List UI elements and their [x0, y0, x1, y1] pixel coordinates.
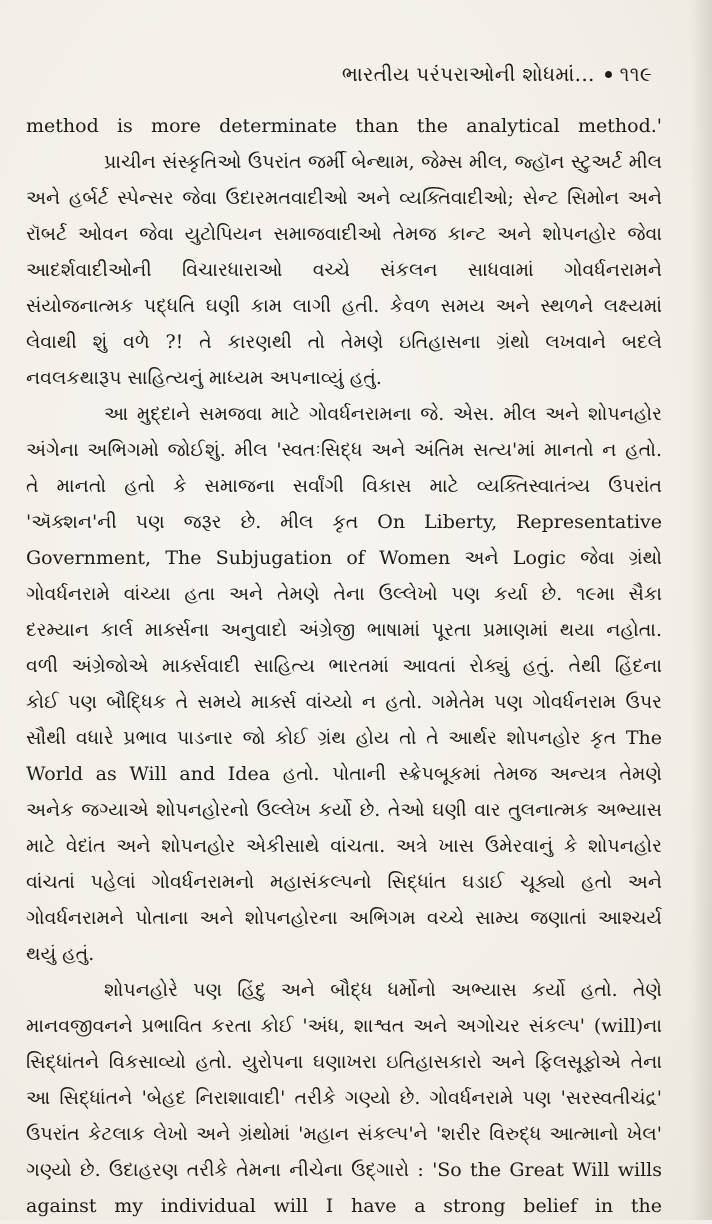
text-line: દરમ્યાન કાર્લ માર્ક્સના અનુવાદો અંગ્રેજી ભાષામાં પૂરતા પ્રમાણમાં થયા નહોતા.: [26, 619, 662, 641]
text-line: ગણ્યો છે. ઉદાહરણ તરીકે તેમના નીચેના ઉદ્ગારો : 'So the Great Will wills: [26, 1159, 662, 1181]
text-line: નવલકથારૂપ સાહિત્યનું માધ્યમ અપનાવ્યું હતું.: [26, 367, 382, 389]
text-line: માનવજીવનને પ્રભાવિત કરતા કોઈ 'અંધ, શાશ્વત અને અગોચર સંકલ્પ' (will)ના: [26, 1015, 662, 1037]
text-line: 'ઍક્શન'ની પણ જરૂર છે. મીલ કૃત On Liberty, Representative: [26, 511, 662, 533]
text-line: તે માનતો હતો કે સમાજના સર્વાંગી વિકાસ માટે વ્યક્તિસ્વાતંત્ર્ય ઉપરાંત: [26, 475, 662, 497]
text-line: રૉબર્ટ ઓવન જેવા યુટોપિયન સમાજવાદીઓ તેમજ કાન્ટ અને શોપનહોર જેવા: [26, 223, 662, 245]
text-line: માટે વેદાંત અને શોપનહોર એકીસાથે વાંચતા. અત્રે ખાસ ઉમેરવાનું કે શોપનહોર: [26, 835, 662, 857]
text-line: અનેક જગ્યાએ શોપનહોરનો ઉલ્લેખ કર્યો છે. તેઓ ઘણી વાર તુલનાત્મક અભ્યાસ: [26, 799, 662, 821]
page-number: ૧૧૯: [619, 62, 652, 86]
text-line: World as Will and Idea હતો. પોતાની સ્ક્રેપબૂકમાં તેમજ અન્યત્ર તેમણે: [26, 763, 662, 785]
text-line: against my individual will I have a strong belief in the: [26, 1195, 662, 1217]
bullet-separator-icon: [605, 71, 612, 78]
text-line: અંગેના અભિગમો જોઈશું. મીલ 'સ્વતઃસિદ્ધ અને અંતિમ સત્ય'માં માનતો ન હતો.: [26, 439, 662, 461]
text-line: આ સિદ્ધાંતને 'બેહદ નિરાશાવાદી' તરીકે ગણ્યો છે. ગોવર્ધનરામે પણ 'સરસ્વતીચંદ્ર': [26, 1087, 662, 1109]
text-line: ગોવર્ધનરામે વાંચ્યા હતા અને તેમણે તેના ઉલ્લેખો પણ કર્યા છે. ૧૯મા સૈકા: [26, 583, 662, 605]
text-line: સૌથી વધારે પ્રભાવ પાડનાર જો કોઈ ગ્રંથ હોય તો તે આર્થર શોપનહોર કૃત The: [26, 727, 662, 749]
text-line: ઉપરાંત કેટલાક લેખો અને ગ્રંથોમાં 'મહાન સંકલ્પ'ને 'શરીર વિરુદ્ધ આત્માનો ખેલ': [26, 1123, 662, 1145]
text-line: લેવાથી શું વળે ?! તે કારણથી તો તેમણે ઇતિહાસના ગ્રંથો લખવાને બદલે: [26, 331, 662, 353]
running-header: [342, 62, 652, 86]
text-line: આ મુદ્દાને સમજવા માટે ગોવર્ધનરામના જે. એસ. મીલ અને શોપનહોર: [104, 403, 662, 425]
text-line: પ્રાચીન સંસ્કૃતિઓ ઉપરાંત જર્મી બેન્થામ, જેમ્સ મીલ, જ્હૉન સ્ટુઅર્ટ મીલ: [104, 151, 662, 173]
text-line: આદર્શવાદીઓની વિચારધારાઓ વચ્ચે સંકલન સાધવામાં ગોવર્ધનરામને: [26, 259, 662, 281]
text-line: સંયોજનાત્મક પદ્ધતિ ઘણી કામ લાગી હતી. કેવળ સમય અને સ્થળને લક્ષ્યમાં: [26, 295, 662, 317]
text-line: સિદ્ધાંતને વિકસાવ્યો હતો. યુરોપના ઘણાખરા ઇતિહાસકારો અને ફિલસૂફોએ તેના: [26, 1051, 662, 1073]
text-line: થયું હતું.: [26, 943, 95, 965]
text-line: ગોવર્ધનરામને પોતાના અને શોપનહોરના અભિગમ વચ્ચે સામ્ય જણાતાં આશ્ચર્ય: [26, 907, 662, 929]
text-line: વળી અંગ્રેજોએ માર્ક્સવાદી સાહિત્ય ભારતમાં આવતાં રોક્યું હતું. તેથી હિંદના: [26, 655, 662, 677]
body-text: [26, 108, 662, 1224]
running-header-title: ભારતીય પરંપરાઓની શોધમાં...: [341, 62, 595, 86]
text-line: શોપનહોરે પણ હિંદુ અને બૌદ્ધ ધર્મોનો અભ્યાસ કર્યો હતો. તેણે: [104, 979, 662, 1001]
text-line: Government, The Subjugation of Women અને Logic જેવા ગ્રંથો: [26, 547, 662, 569]
text-line: કોઈ પણ બૌદ્ધિક તે સમયે માર્ક્સ વાંચ્યો ન હતો. ગમેતેમ પણ ગોવર્ધનરામ ઉપર: [26, 691, 662, 713]
text-line: અને હર્બર્ટ સ્પેન્સર જેવા ઉદારમતવાદીઓ અને વ્યક્તિવાદીઓ; સેન્ટ સિમોન અને: [26, 187, 662, 209]
text-line: method is more determinate than the analytical method.': [26, 115, 662, 137]
page-gutter-shadow: [690, 0, 712, 1220]
text-line: વાંચતાં પહેલાં ગોવર્ધનરામનો મહાસંકલ્પનો સિદ્ધાંત ઘડાઈ ચૂક્યો હતો અને: [26, 871, 662, 893]
